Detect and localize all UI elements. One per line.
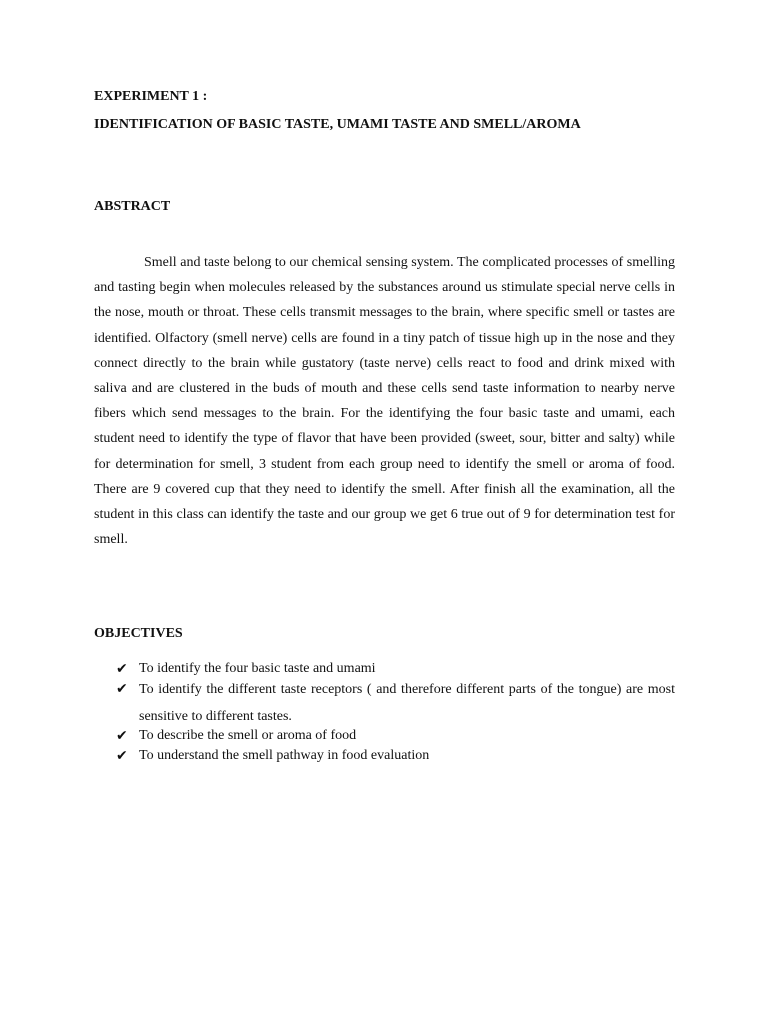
experiment-number: EXPERIMENT 1 : [94, 89, 208, 104]
objective-text: To describe the smell or aroma of food [139, 728, 357, 743]
objective-item [116, 726, 675, 746]
checkmark-icon: ✔ [116, 661, 128, 677]
objectives-list [116, 659, 675, 766]
abstract-heading: ABSTRACT [94, 199, 171, 214]
objective-item [116, 746, 675, 766]
abstract-paragraph: Smell and taste belong to our chemical sensing system. The complicated processes of smelling and tasting begin when molecules released by the substances around us stimulate special nerve cells in the nose, mouth or throat. These cells transmit messages to the brain, where specific smell or tastes are identified. Olfactory (smell nerve) cells are found in a tiny patch of tissue high up in the nose and they connect directly to the brain while gustatory (taste nerve) cells react to food and drink mixed with saliva and are clustered in the buds of mouth and these cells send taste information to nearby nerve fibers which send messages to the brain. For the identifying the four basic taste and umami, each student need to identify the type of flavor that have been provided (sweet, sour, bitter and salty) while for determination for smell, 3 student from each group need to identify the smell or aroma of food. There are 9 covered cup that they need to identify the smell. After finish all the examination, all the student in this class can identify the taste and our group we get 6 true out of 9 for determination test for smell. [94, 255, 675, 548]
objective-text: To identify the four basic taste and umami [139, 661, 376, 676]
checkmark-icon: ✔ [116, 728, 128, 744]
experiment-title: IDENTIFICATION OF BASIC TASTE, UMAMI TASTE AND SMELL/AROMA [94, 117, 581, 132]
checkmark-icon: ✔ [116, 681, 128, 697]
objectives-heading: OBJECTIVES [94, 626, 183, 641]
objective-text: To identify the different taste receptors ( and therefore different parts of the tongue) are most sensitive to different tastes. [139, 682, 675, 724]
checkmark-icon: ✔ [116, 748, 128, 764]
objective-text: To understand the smell pathway in food evaluation [139, 748, 430, 763]
objective-item [116, 676, 675, 730]
